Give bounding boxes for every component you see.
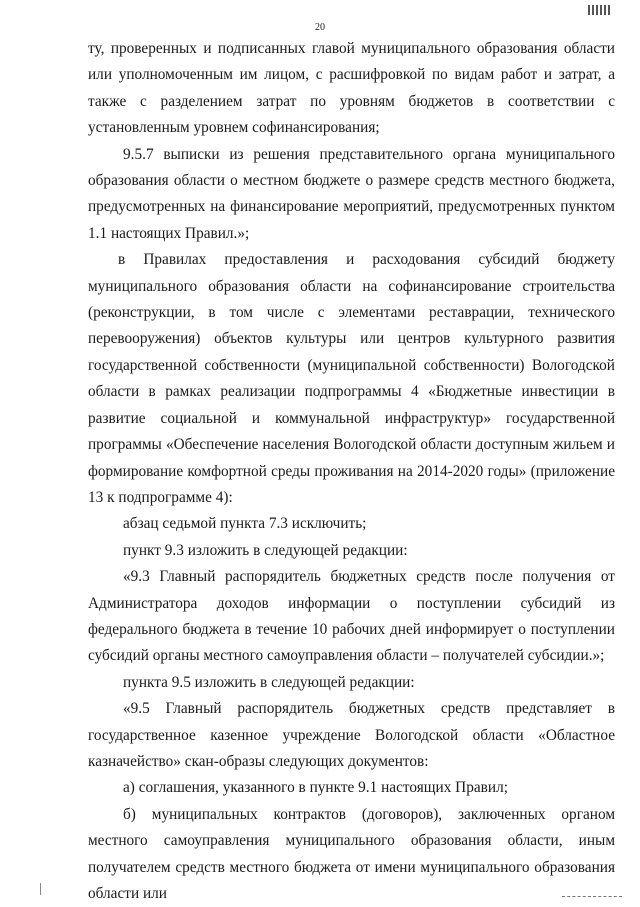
paragraph-continuation: ту, проверенных и подписанных главой муниципального образования области или уполномоченным им лицом, с расшифровкой по видам работ и затрат, а также с разделением затрат по уровням бюджетов в соответствии с установленным уровнем софинансирования; xyxy=(88,40,615,137)
margin-tick xyxy=(40,883,41,895)
paragraph-9-5-7: 9.5.7 выписки из решения представительного органа муниципального образования области о местном бюджете о размере средств местного бюджета, предусмотренных на финансирование мероприятий, предусмотренных пунктом 1.1 настоящих Правил.»; xyxy=(88,145,615,242)
paragraph-9-5-text: «9.5 Главный распорядитель бюджетных средств представляет в государственное казенное учреждение Вологодской области «Областное казначейство» скан-образы следующих документов: xyxy=(88,700,615,770)
scan-mark-bottom xyxy=(562,896,622,899)
paragraph-9-3-text: «9.3 Главный распорядитель бюджетных средств после получения от Администратора доходов информации о поступлении субсидий из федерального бюджета в течение 10 рабочих дней информирует о поступлении субсидий органы местного самоуправления области – получателей субсидии.»; xyxy=(88,568,615,665)
page-number: 20 xyxy=(315,22,325,33)
paragraph-9-3-heading: пункт 9.3 изложить в следующей редакции: xyxy=(123,541,408,559)
scan-mark-top xyxy=(588,2,628,12)
document-body xyxy=(88,36,615,907)
list-item-a: а) соглашения, указанного в пункте 9.1 настоящих Правил; xyxy=(123,779,508,797)
paragraph-7-3-exclude: абзац седьмой пункта 7.3 исключить; xyxy=(123,515,367,533)
paragraph-rules-intro: в Правилах предоставления и расходования субсидий бюджету муниципального образования области на софинансирование строительства (реконструкции, в том числе с элементами реставрации, технического перевооружения) объектов культуры или центров культурного развития государственной собственности (муниципальной собственности) Вологодской области в рамках реализации подпрограммы 4 «Бюджетные инвестиции в развитие социальной и коммунальной инфраструктур» государственной программы «Обеспечение населения Вологодской области доступным жильем и формирование комфортной среды проживания на 2014-2020 годы» (приложение 13 к подпрограмме 4): xyxy=(88,251,615,506)
list-item-b: б) муниципальных контрактов (договоров), заключенных органом местного самоуправления муниципального образования области, иным получателем средств местного бюджета от имени муниципального образования области или xyxy=(88,805,615,902)
paragraph-9-5-heading: пункта 9.5 изложить в следующей редакции: xyxy=(123,673,415,691)
